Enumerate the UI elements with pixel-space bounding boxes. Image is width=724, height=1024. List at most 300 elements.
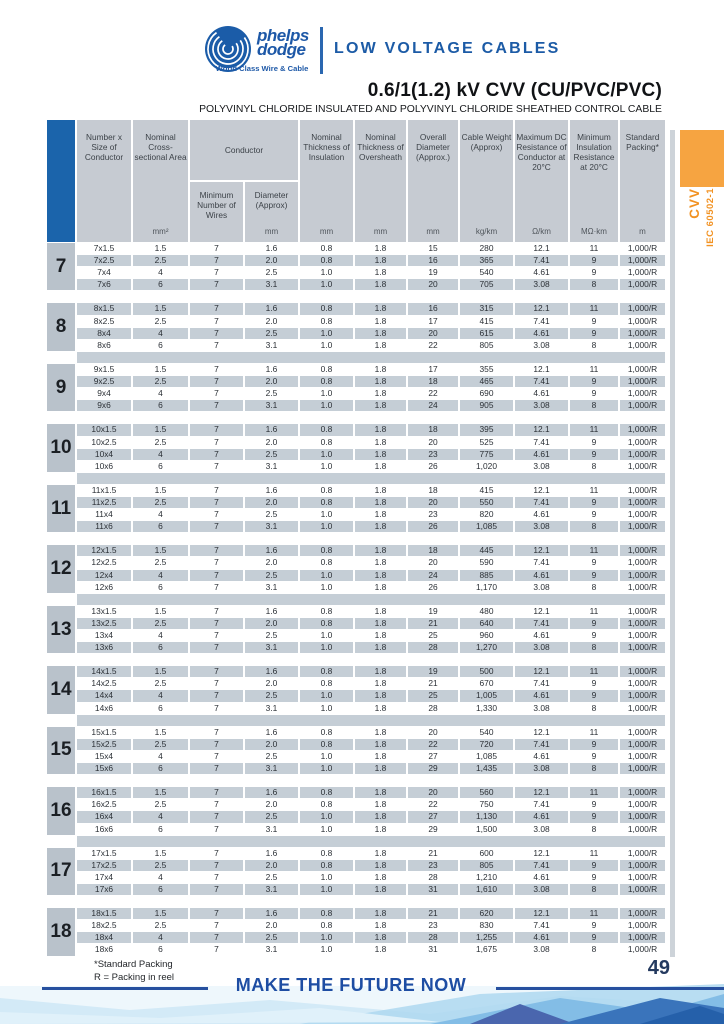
data-cell: 11 xyxy=(570,848,618,859)
data-cell: 1.8 xyxy=(355,364,406,375)
data-cell: 1.0 xyxy=(300,521,353,532)
footer-line-right xyxy=(496,987,724,990)
table-header xyxy=(47,120,665,242)
data-cell: 1.0 xyxy=(300,570,353,581)
data-cell: 9 xyxy=(570,437,618,448)
data-cell: 1.0 xyxy=(300,884,353,895)
data-cell: 3.08 xyxy=(515,279,568,290)
data-cell: 7.41 xyxy=(515,799,568,810)
data-cell: 17 xyxy=(408,364,458,375)
data-cell: 1,000/R xyxy=(620,376,665,387)
data-cell: 830 xyxy=(460,920,513,931)
data-cell: 11 xyxy=(570,606,618,617)
data-cell: 23 xyxy=(408,920,458,931)
data-cell: 2.5 xyxy=(245,570,298,581)
data-cell: 1.0 xyxy=(300,824,353,835)
data-cell: 7 xyxy=(190,255,243,266)
data-cell: 19 xyxy=(408,666,458,677)
data-cell: 17x6 xyxy=(77,884,131,895)
data-cell: 540 xyxy=(460,267,513,278)
data-cell: 1.8 xyxy=(355,303,406,314)
data-cell: 1.0 xyxy=(300,328,353,339)
data-cell: 0.8 xyxy=(300,557,353,568)
data-cell: 15x1.5 xyxy=(77,727,131,738)
data-cell: 7 xyxy=(190,872,243,883)
orange-tab xyxy=(680,130,724,187)
data-cell: 4.61 xyxy=(515,328,568,339)
data-cell: 1.0 xyxy=(300,932,353,943)
data-cell: 22 xyxy=(408,739,458,750)
data-cell: 11 xyxy=(570,303,618,314)
data-cell: 12x1.5 xyxy=(77,545,131,556)
data-cell: 2.5 xyxy=(245,932,298,943)
data-cell: 1.8 xyxy=(355,485,406,496)
data-cell: 7 xyxy=(190,848,243,859)
category-title: LOW VOLTAGE CABLES xyxy=(334,40,561,57)
data-cell: 1,000/R xyxy=(620,340,665,351)
data-cell: 14x4 xyxy=(77,690,131,701)
data-cell: 2.5 xyxy=(133,316,188,327)
data-cell: 3.1 xyxy=(245,944,298,955)
data-cell: 7 xyxy=(190,328,243,339)
data-cell: 1.8 xyxy=(355,400,406,411)
data-cell: 7 xyxy=(190,521,243,532)
data-cell: 8x4 xyxy=(77,328,131,339)
data-cell: 1,000/R xyxy=(620,243,665,254)
data-cell: 0.8 xyxy=(300,678,353,689)
data-cell: 9 xyxy=(570,267,618,278)
data-cell: 0.8 xyxy=(300,437,353,448)
data-cell: 7.41 xyxy=(515,860,568,871)
data-cell: 18 xyxy=(408,545,458,556)
data-cell: 1,000/R xyxy=(620,521,665,532)
data-cell: 1,000/R xyxy=(620,884,665,895)
data-cell: 0.8 xyxy=(300,424,353,435)
data-cell: 12x6 xyxy=(77,582,131,593)
data-cell: 1.0 xyxy=(300,388,353,399)
data-cell: 11x2.5 xyxy=(77,497,131,508)
group-separator xyxy=(77,775,665,786)
data-cell: 11x1.5 xyxy=(77,485,131,496)
data-cell: 7 xyxy=(190,570,243,581)
data-cell: 26 xyxy=(408,582,458,593)
data-cell: 9 xyxy=(570,570,618,581)
header-divider xyxy=(320,27,323,74)
data-cell: 7 xyxy=(190,606,243,617)
data-cell: 550 xyxy=(460,497,513,508)
data-cell: 8 xyxy=(570,763,618,774)
data-cell: 17x2.5 xyxy=(77,860,131,871)
data-cell: 0.8 xyxy=(300,920,353,931)
data-cell: 9 xyxy=(570,328,618,339)
data-cell: 4 xyxy=(133,509,188,520)
data-cell: 10x6 xyxy=(77,461,131,472)
data-cell: 1,000/R xyxy=(620,461,665,472)
data-cell: 15x6 xyxy=(77,763,131,774)
data-cell: 1,000/R xyxy=(620,920,665,931)
data-cell: 4.61 xyxy=(515,630,568,641)
data-cell: 7 xyxy=(190,243,243,254)
data-cell: 28 xyxy=(408,642,458,653)
data-cell: 1.8 xyxy=(355,666,406,677)
data-cell: 7.41 xyxy=(515,678,568,689)
data-cell: 3.08 xyxy=(515,944,568,955)
data-cell: 2.5 xyxy=(133,557,188,568)
data-cell: 18x6 xyxy=(77,944,131,955)
data-cell: 4.61 xyxy=(515,267,568,278)
group-separator xyxy=(77,594,665,605)
data-cell: 615 xyxy=(460,328,513,339)
data-cell: 9 xyxy=(570,799,618,810)
data-cell: 0.8 xyxy=(300,787,353,798)
data-cell: 6 xyxy=(133,582,188,593)
data-cell: 4.61 xyxy=(515,932,568,943)
data-cell: 20 xyxy=(408,557,458,568)
data-cell: 2.5 xyxy=(133,860,188,871)
data-cell: 2.5 xyxy=(133,255,188,266)
data-cell: 9 xyxy=(570,618,618,629)
data-cell: 11 xyxy=(570,243,618,254)
data-cell: 1.8 xyxy=(355,932,406,943)
data-cell: 1.8 xyxy=(355,751,406,762)
data-cell: 9x1.5 xyxy=(77,364,131,375)
data-cell: 0.8 xyxy=(300,485,353,496)
data-cell: 1,000/R xyxy=(620,642,665,653)
data-cell: 8 xyxy=(570,521,618,532)
data-cell: 26 xyxy=(408,461,458,472)
group-number-cell: 12 xyxy=(47,545,75,592)
group-number-cell: 8 xyxy=(47,303,75,350)
data-cell: 4.61 xyxy=(515,690,568,701)
data-cell: 0.8 xyxy=(300,376,353,387)
data-cell: 23 xyxy=(408,449,458,460)
data-cell: 1.0 xyxy=(300,642,353,653)
data-cell: 25 xyxy=(408,630,458,641)
data-cell: 7 xyxy=(190,545,243,556)
data-cell: 6 xyxy=(133,763,188,774)
data-cell: 17x4 xyxy=(77,872,131,883)
data-cell: 1.8 xyxy=(355,920,406,931)
data-cell: 1,000/R xyxy=(620,630,665,641)
data-cell: 24 xyxy=(408,570,458,581)
data-cell: 0.8 xyxy=(300,545,353,556)
data-cell: 1.8 xyxy=(355,884,406,895)
data-cell: 1.8 xyxy=(355,424,406,435)
data-cell: 1.6 xyxy=(245,848,298,859)
data-cell: 12.1 xyxy=(515,787,568,798)
brand-name-line2: dodge xyxy=(257,40,306,59)
data-cell: 1.0 xyxy=(300,751,353,762)
group-number-cell: 7 xyxy=(47,243,75,290)
data-cell: 1.8 xyxy=(355,376,406,387)
data-cell: 1,000/R xyxy=(620,388,665,399)
data-cell: 19 xyxy=(408,267,458,278)
data-cell: 3.08 xyxy=(515,703,568,714)
data-cell: 1.8 xyxy=(355,328,406,339)
data-cell: 9 xyxy=(570,860,618,871)
data-cell: 1,000/R xyxy=(620,303,665,314)
data-cell: 1,000/R xyxy=(620,606,665,617)
data-cell: 3.08 xyxy=(515,400,568,411)
data-cell: 7 xyxy=(190,690,243,701)
data-cell: 7 xyxy=(190,739,243,750)
data-cell: 4 xyxy=(133,872,188,883)
data-cell: 1.5 xyxy=(133,848,188,859)
data-cell: 0.8 xyxy=(300,739,353,750)
data-cell: 11 xyxy=(570,364,618,375)
data-cell: 1.8 xyxy=(355,449,406,460)
data-cell: 1.6 xyxy=(245,666,298,677)
data-cell: 7 xyxy=(190,388,243,399)
data-cell: 27 xyxy=(408,751,458,762)
data-cell: 620 xyxy=(460,908,513,919)
group-separator xyxy=(77,533,665,544)
data-cell: 16x6 xyxy=(77,824,131,835)
data-cell: 18x2.5 xyxy=(77,920,131,931)
data-cell: 1,000/R xyxy=(620,509,665,520)
data-cell: 1,435 xyxy=(460,763,513,774)
data-cell: 1.8 xyxy=(355,570,406,581)
data-cell: 4.61 xyxy=(515,570,568,581)
data-cell: 18 xyxy=(408,485,458,496)
data-cell: 0.8 xyxy=(300,666,353,677)
footer-slogan: MAKE THE FUTURE NOW xyxy=(235,975,467,995)
data-cell: 20 xyxy=(408,328,458,339)
data-cell: 7 xyxy=(190,376,243,387)
data-cell: 8 xyxy=(570,884,618,895)
data-cell: 3.1 xyxy=(245,461,298,472)
data-cell: 820 xyxy=(460,509,513,520)
data-cell: 1.8 xyxy=(355,908,406,919)
data-cell: 7 xyxy=(190,303,243,314)
data-cell: 7 xyxy=(190,763,243,774)
data-cell: 705 xyxy=(460,279,513,290)
data-cell: 1.0 xyxy=(300,461,353,472)
data-cell: 7x6 xyxy=(77,279,131,290)
data-cell: 1,000/R xyxy=(620,727,665,738)
data-cell: 6 xyxy=(133,461,188,472)
data-cell: 1,000/R xyxy=(620,824,665,835)
data-cell: 1.8 xyxy=(355,739,406,750)
data-cell: 4 xyxy=(133,751,188,762)
column-header: Standard Packing* m xyxy=(620,120,665,242)
data-cell: 7 xyxy=(190,908,243,919)
data-cell: 16 xyxy=(408,255,458,266)
brand-wordmark xyxy=(257,26,309,59)
data-cell: 1.5 xyxy=(133,908,188,919)
data-cell: 1.0 xyxy=(300,872,353,883)
data-cell: 7 xyxy=(190,799,243,810)
data-cell: 6 xyxy=(133,279,188,290)
data-cell: 9 xyxy=(570,690,618,701)
data-cell: 2.0 xyxy=(245,860,298,871)
data-cell: 0.8 xyxy=(300,606,353,617)
data-cell: 7.41 xyxy=(515,618,568,629)
data-cell: 1,000/R xyxy=(620,739,665,750)
data-cell: 9 xyxy=(570,509,618,520)
data-cell: 1,000/R xyxy=(620,763,665,774)
data-cell: 9 xyxy=(570,316,618,327)
data-cell: 20 xyxy=(408,437,458,448)
data-cell: 8 xyxy=(570,824,618,835)
data-cell: 2.5 xyxy=(245,267,298,278)
data-cell: 12.1 xyxy=(515,908,568,919)
data-cell: 8 xyxy=(570,400,618,411)
data-cell: 1.8 xyxy=(355,630,406,641)
data-cell: 2.0 xyxy=(245,316,298,327)
data-cell: 1,000/R xyxy=(620,618,665,629)
data-cell: 8x6 xyxy=(77,340,131,351)
column-header: Nominal Cross- sectional Area mm² xyxy=(133,120,188,242)
data-cell: 2.5 xyxy=(133,376,188,387)
data-cell: 3.08 xyxy=(515,884,568,895)
data-cell: 1.8 xyxy=(355,279,406,290)
data-cell: 2.0 xyxy=(245,497,298,508)
data-cell: 27 xyxy=(408,811,458,822)
data-cell: 1,000/R xyxy=(620,908,665,919)
data-cell: 7 xyxy=(190,557,243,568)
data-cell: 18x4 xyxy=(77,932,131,943)
data-cell: 0.8 xyxy=(300,243,353,254)
data-cell: 15x4 xyxy=(77,751,131,762)
group-separator xyxy=(77,715,665,726)
data-cell: 31 xyxy=(408,884,458,895)
data-cell: 9 xyxy=(570,557,618,568)
data-cell: 6 xyxy=(133,340,188,351)
data-cell: 7 xyxy=(190,824,243,835)
data-cell: 6 xyxy=(133,703,188,714)
data-cell: 640 xyxy=(460,618,513,629)
data-cell: 13x2.5 xyxy=(77,618,131,629)
data-cell: 20 xyxy=(408,727,458,738)
data-cell: 9 xyxy=(570,932,618,943)
data-cell: 16 xyxy=(408,303,458,314)
data-cell: 11 xyxy=(570,666,618,677)
data-cell: 7 xyxy=(190,279,243,290)
data-cell: 25 xyxy=(408,690,458,701)
data-cell: 1.8 xyxy=(355,811,406,822)
data-cell: 1.8 xyxy=(355,727,406,738)
column-header: Cable Weight (Approx) kg/km xyxy=(460,120,513,242)
data-cell: 7 xyxy=(190,364,243,375)
data-cell: 1,000/R xyxy=(620,932,665,943)
data-cell: 7.41 xyxy=(515,316,568,327)
group-number-cell: 14 xyxy=(47,666,75,713)
data-cell: 805 xyxy=(460,860,513,871)
data-cell: 9 xyxy=(570,872,618,883)
data-cell: 1.8 xyxy=(355,824,406,835)
data-cell: 7 xyxy=(190,920,243,931)
data-cell: 7 xyxy=(190,424,243,435)
data-cell: 4 xyxy=(133,690,188,701)
data-cell: 1.8 xyxy=(355,545,406,556)
note-line1: *Standard Packing xyxy=(94,959,173,970)
data-cell: 1.8 xyxy=(355,799,406,810)
data-cell: 1.8 xyxy=(355,521,406,532)
data-cell: 2.5 xyxy=(245,751,298,762)
data-cell: 7.41 xyxy=(515,497,568,508)
data-cell: 0.8 xyxy=(300,303,353,314)
data-cell: 1.5 xyxy=(133,606,188,617)
data-cell: 1,000/R xyxy=(620,364,665,375)
data-cell: 0.8 xyxy=(300,727,353,738)
group-number-cell: 18 xyxy=(47,908,75,955)
data-cell: 10x2.5 xyxy=(77,437,131,448)
column-header: Minimum Insulation Resistance at 20°C MΩ·km xyxy=(570,120,618,242)
data-cell: 1,005 xyxy=(460,690,513,701)
data-cell: 1.0 xyxy=(300,763,353,774)
data-cell: 11x4 xyxy=(77,509,131,520)
data-cell: 9 xyxy=(570,388,618,399)
table-body xyxy=(47,243,665,956)
data-cell: 21 xyxy=(408,908,458,919)
data-cell: 18 xyxy=(408,424,458,435)
data-cell: 7 xyxy=(190,400,243,411)
data-cell: 1.0 xyxy=(300,811,353,822)
data-cell: 0.8 xyxy=(300,908,353,919)
data-cell: 1.5 xyxy=(133,545,188,556)
data-cell: 19 xyxy=(408,606,458,617)
data-cell: 1,000/R xyxy=(620,690,665,701)
data-cell: 1.8 xyxy=(355,763,406,774)
data-cell: 1.0 xyxy=(300,400,353,411)
data-cell: 17 xyxy=(408,316,458,327)
data-cell: 3.08 xyxy=(515,642,568,653)
group-number-cell: 13 xyxy=(47,606,75,653)
data-cell: 7 xyxy=(190,582,243,593)
data-cell: 4 xyxy=(133,328,188,339)
data-cell: 16x2.5 xyxy=(77,799,131,810)
data-cell: 1,000/R xyxy=(620,678,665,689)
column-subheader: Minimum Number of Wires xyxy=(190,180,243,242)
data-cell: 1.6 xyxy=(245,908,298,919)
column-header: Overall Diameter (Approx.) mm xyxy=(408,120,458,242)
data-cell: 1,610 xyxy=(460,884,513,895)
data-cell: 1,000/R xyxy=(620,944,665,955)
data-cell: 1.8 xyxy=(355,872,406,883)
data-cell: 2.5 xyxy=(133,799,188,810)
data-cell: 14x2.5 xyxy=(77,678,131,689)
page-title: 0.6/1(1.2) kV CVV (CU/PVC/PVC) xyxy=(367,80,662,101)
data-cell: 29 xyxy=(408,824,458,835)
data-cell: 6 xyxy=(133,400,188,411)
data-cell: 7 xyxy=(190,678,243,689)
data-cell: 1.6 xyxy=(245,787,298,798)
data-cell: 7 xyxy=(190,340,243,351)
data-cell: 10x1.5 xyxy=(77,424,131,435)
data-cell: 9 xyxy=(570,630,618,641)
data-cell: 12.1 xyxy=(515,727,568,738)
data-cell: 2.5 xyxy=(133,437,188,448)
data-cell: 480 xyxy=(460,606,513,617)
data-cell: 2.5 xyxy=(245,811,298,822)
data-cell: 1.0 xyxy=(300,449,353,460)
data-cell: 1,130 xyxy=(460,811,513,822)
data-cell: 9x4 xyxy=(77,388,131,399)
data-cell: 12.1 xyxy=(515,545,568,556)
data-cell: 1.0 xyxy=(300,340,353,351)
data-cell: 1.8 xyxy=(355,267,406,278)
data-cell: 7 xyxy=(190,787,243,798)
data-cell: 15 xyxy=(408,243,458,254)
data-cell: 0.8 xyxy=(300,848,353,859)
data-cell: 28 xyxy=(408,872,458,883)
data-cell: 7 xyxy=(190,437,243,448)
data-cell: 2.0 xyxy=(245,437,298,448)
data-cell: 1,210 xyxy=(460,872,513,883)
data-cell: 2.0 xyxy=(245,678,298,689)
data-cell: 7 xyxy=(190,618,243,629)
